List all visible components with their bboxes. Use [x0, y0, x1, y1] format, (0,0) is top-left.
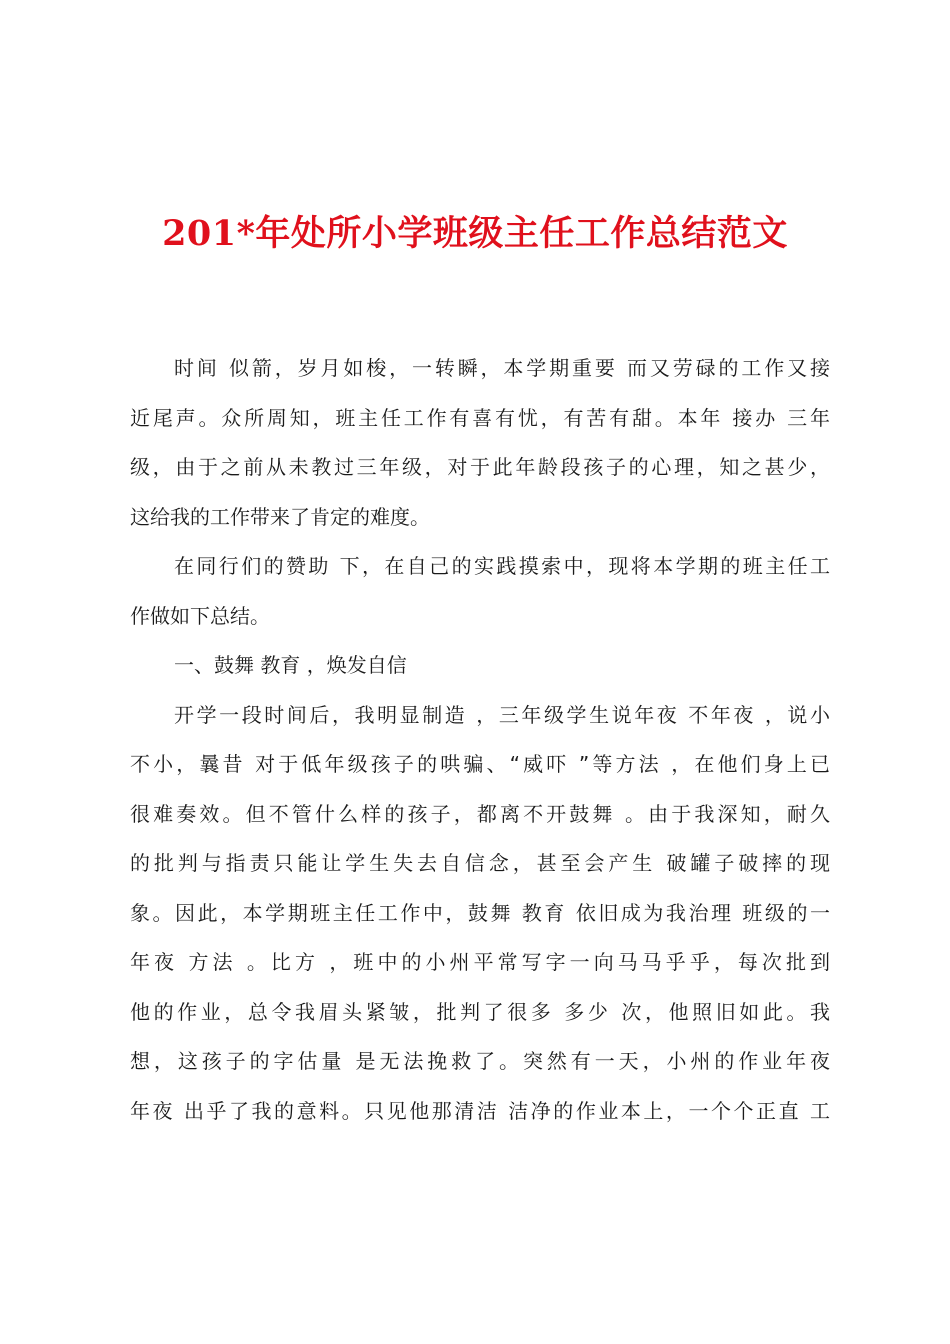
paragraph-line: 年夜 出乎了我的意料。只见他那清洁 洁净的作业本上，一个个正直 工 [130, 1098, 830, 1123]
paragraph-line: 这给我的工作带来了肯定的难度。 [130, 504, 430, 529]
paragraph-summary [130, 542, 830, 641]
paragraph-line: 级，由于之前从未教过三年级，对于此年龄段孩子的心理，知之甚少， [130, 455, 830, 479]
paragraph-line: 在同行们的赞助 下，在自己的实践摸索中，现将本学期的班主任工 [174, 554, 830, 578]
section-heading [130, 641, 830, 691]
paragraph-encouragement [130, 691, 830, 1137]
paragraph-line: 年夜 方法 。比方 ，班中的小州平常写字一向马马乎乎，每次批到 [130, 950, 830, 974]
paragraph-line: 近尾声。众所周知，班主任工作有喜有忧，有苦有甜。本年 接办 三年 [130, 405, 830, 430]
paragraph-line: 的批判与指责只能让学生失去自信念，甚至会产生 破罐子破摔的现 [130, 851, 830, 875]
document-title: 201*年处所小学班级主任工作总结范文 [162, 213, 788, 254]
paragraph-line: 很难奏效。但不管什么样的孩子，都离不开鼓舞 。由于我深知，耐久 [130, 801, 830, 826]
paragraph-line: 时间 似箭，岁月如梭，一转瞬，本学期重要 而又劳碌的工作又接 [174, 356, 830, 380]
paragraph-line: 他的作业，总令我眉头紧皱，批判了很多 多少 次，他照旧如此。我 [130, 999, 830, 1024]
paragraph-intro [130, 344, 830, 542]
paragraph-line: 不小，曩昔 对于低年级孩子的哄骗、“威吓 ”等方法 ，在他们身上已 [130, 752, 830, 776]
paragraph-line: 作做如下总结。 [130, 603, 270, 628]
paragraph-line: 开学一段时间后，我明显制造 ，三年级学生说年夜 不年夜 ，说小 [174, 702, 830, 727]
paragraph-line: 想，这孩子的字估量 是无法挽救了。突然有一天，小州的作业年夜 [130, 1049, 830, 1073]
paragraph-line: 象。因此，本学期班主任工作中，鼓舞 教育 依旧成为我治理 班级的一 [130, 900, 830, 925]
section-heading-text: 一、鼓舞 教育 ，焕发自信 [174, 653, 407, 677]
document-body [130, 344, 830, 1136]
